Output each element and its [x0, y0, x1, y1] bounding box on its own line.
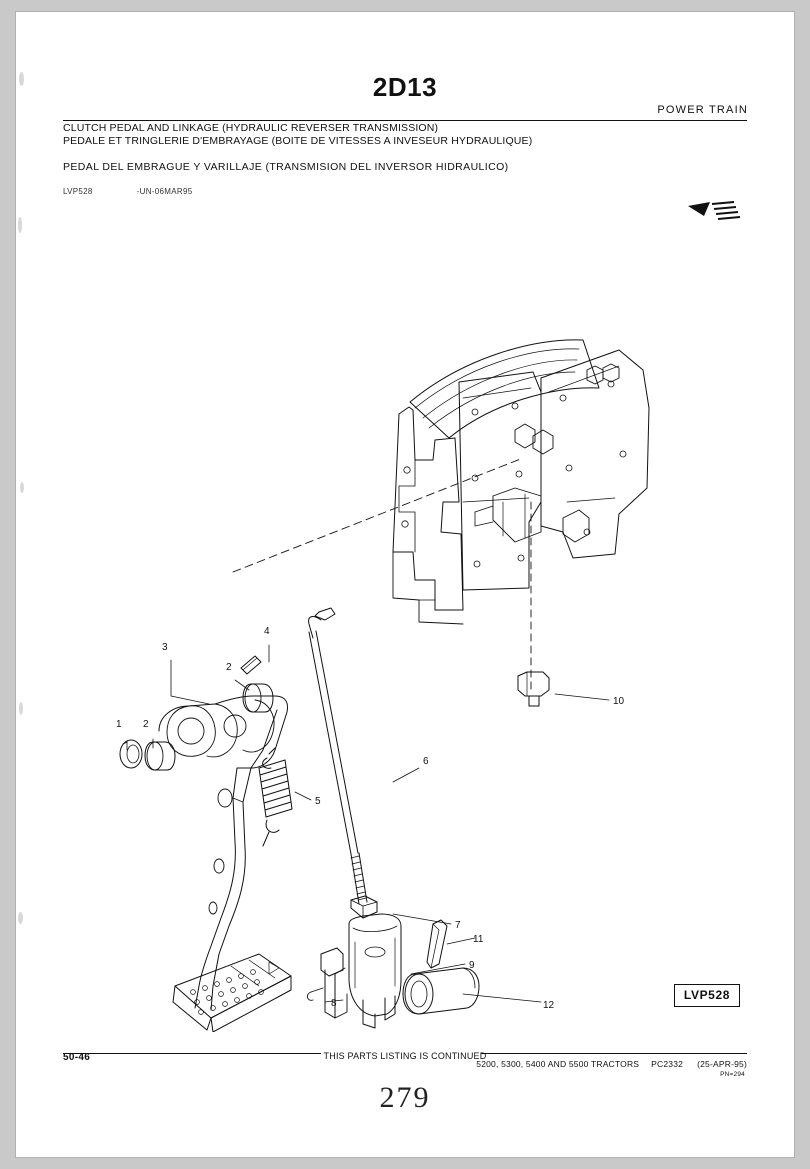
footer-catalog: PC2332: [651, 1059, 684, 1069]
page-number: 2D13: [372, 72, 438, 102]
header-divider: [63, 120, 747, 121]
scan-speckle: [18, 912, 23, 924]
callout-2a: 2: [143, 719, 149, 730]
part-3-clutch-pedal: [159, 696, 291, 1032]
footer-continued-note: THIS PARTS LISTING IS CONTINUED: [323, 1051, 487, 1061]
scan-speckle: [19, 702, 23, 715]
title-spanish: PEDAL DEL EMBRAGUE Y VARILLAJE (TRANSMISION DEL INVERSOR HIDRAULICO): [63, 161, 509, 173]
title-english: CLUTCH PEDAL AND LINKAGE (HYDRAULIC REVERSER TRANSMISSION): [63, 122, 439, 134]
figure-reference-date: -UN-06MAR95: [136, 187, 193, 196]
callout-9: 9: [469, 960, 475, 971]
figure-reference-code: LVP528: [63, 187, 93, 196]
footer-pn: PN=294: [720, 1071, 745, 1078]
part-4-pin: [241, 656, 261, 674]
title-french: PEDALE ET TRINGLERIE D'EMBRAYAGE (BOITE DE VITESSES A INVESEUR HYDRAULIQUE): [63, 134, 533, 147]
callout-1: 1: [116, 719, 122, 730]
scanned-page: [16, 12, 794, 1157]
callout-3: 3: [162, 642, 168, 653]
handwritten-page-number: 279: [379, 1081, 431, 1114]
part-8-pin-clip: [307, 948, 347, 1018]
callout-4: 4: [264, 626, 270, 637]
callout-7: 7: [455, 920, 461, 931]
callout-11: 11: [473, 934, 484, 945]
figure-id-box: LVP528: [674, 984, 740, 1007]
callout-5: 5: [315, 796, 321, 807]
part-1-washer: [120, 740, 142, 768]
exploded-parts-illustration: [63, 202, 753, 1032]
figure-reference: [63, 187, 192, 196]
footer-page-code: 50-46: [63, 1052, 91, 1063]
part-5-return-spring: [259, 748, 292, 846]
part-10-plug: [518, 672, 549, 706]
callout-8: 8: [331, 998, 337, 1009]
part-11-roll-pin: [427, 920, 447, 968]
scan-speckle: [20, 482, 24, 493]
callout-10: 10: [613, 696, 625, 707]
part-12-sleeve: [403, 968, 479, 1014]
title-block: [63, 122, 763, 147]
callout-6: 6: [423, 756, 429, 767]
callout-numbers: [116, 626, 625, 1011]
scan-speckle: [18, 217, 22, 233]
footer-date: (25-APR-95): [697, 1059, 747, 1069]
part-9-clevis: [349, 914, 401, 1028]
footer-models-text: 5200, 5300, 5400 AND 5500 TRACTORS: [476, 1059, 640, 1069]
footer-model-info: [476, 1059, 747, 1069]
housing-assembly: [233, 340, 649, 690]
callout-2b: 2: [226, 662, 232, 673]
part-6-push-rod: [309, 608, 367, 904]
callout-12: 12: [543, 1000, 555, 1011]
section-label: POWER TRAIN: [657, 104, 748, 116]
